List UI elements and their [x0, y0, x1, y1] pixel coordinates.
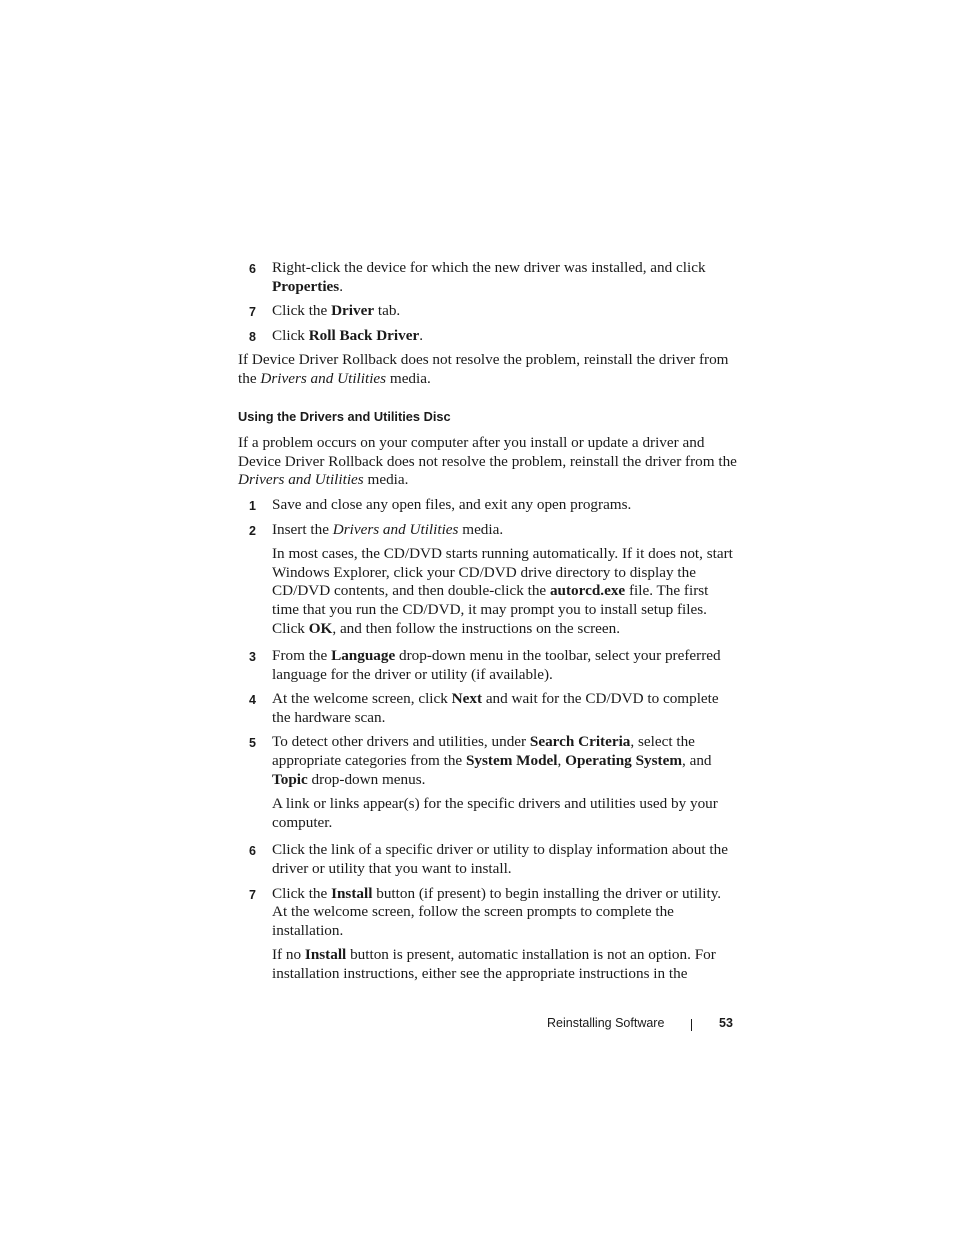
step-item — [238, 327, 738, 346]
bold-term: Install — [304, 946, 347, 964]
step-item — [238, 841, 738, 878]
text-run: button (if present) to begin installing the driver or utility. At the welcome screen, follow the screen prompts to complete the installation. — [272, 884, 722, 939]
bold-term: Properties — [272, 277, 340, 295]
step-item — [238, 690, 738, 727]
step-note — [238, 946, 738, 983]
text-run: . — [419, 326, 424, 344]
text-run: If a problem occurs on your computer after you install or update a driver and Device Driver Rollback does not resolve the problem, reinstall the driver from the — [238, 434, 737, 470]
step-item — [238, 521, 738, 540]
step-text — [272, 733, 712, 787]
steps-list — [238, 496, 738, 984]
bold-term: autorcd.exe — [549, 582, 626, 600]
text-run: In most cases, the CD/DVD starts running automatically. If it does not, start Windows Explorer, click your CD/DVD drive directory to display the CD/DVD contents, and then double-click the — [272, 545, 733, 600]
step-number: 8 — [249, 329, 256, 344]
text-run: At the welcome screen, click — [272, 690, 452, 708]
text-run: media. — [458, 520, 504, 538]
step-item — [238, 496, 738, 515]
bold-term: Next — [451, 690, 483, 708]
italic-term: Drivers and Utilities — [260, 369, 387, 387]
italic-term: Drivers and Utilities — [238, 471, 364, 489]
step-number: 6 — [249, 262, 256, 276]
step-number: 4 — [249, 693, 256, 708]
step-item — [238, 733, 738, 789]
step-text — [272, 302, 400, 319]
bold-term: Topic — [272, 770, 308, 788]
text-run: Click the — [272, 884, 332, 902]
text-run: file. The first time that you run the CD/DVD, it may prompt you to install setup files. Click — [272, 582, 709, 637]
text-run: To detect other drivers and utilities, under — [272, 733, 530, 751]
footer-divider — [691, 1019, 692, 1031]
step-number: 2 — [249, 523, 256, 538]
footer-section-title: Reinstalling Software — [547, 1016, 665, 1030]
text-run: . — [339, 277, 343, 295]
steps-list-top — [238, 259, 738, 345]
step-text — [272, 327, 423, 344]
bold-term: Search Criteria — [529, 733, 631, 751]
step-item — [238, 302, 738, 321]
text-run: Click the — [272, 302, 332, 320]
page-content — [238, 259, 738, 993]
text-run: button is present, automatic installation is not an option. For installation instructions, either see the appropriate instructions in the — [272, 946, 716, 982]
intro-paragraph — [238, 434, 738, 490]
text-run: drop-down menu in the toolbar, select your preferred language for the driver or utility (if available). — [272, 647, 721, 683]
bold-term: Operating System — [565, 752, 682, 770]
text-run: , and then follow the instructions on the screen. — [332, 619, 620, 637]
text-run: If no — [272, 946, 305, 964]
bold-term: Install — [331, 884, 373, 902]
step-number: 7 — [249, 305, 256, 320]
step-text — [272, 259, 706, 295]
rollback-paragraph — [238, 351, 738, 388]
step-text — [272, 885, 721, 939]
step-note — [238, 545, 738, 638]
step-number: 3 — [249, 650, 256, 665]
step-note — [238, 795, 738, 832]
bold-term: OK — [308, 619, 333, 637]
step-number: 5 — [249, 736, 256, 751]
text-run: , — [557, 752, 566, 770]
step-number: 6 — [249, 844, 256, 859]
step-item — [238, 259, 738, 296]
step-text — [272, 521, 503, 538]
text-run: Click the link of a specific driver or utility to display information about the driver or utility that you want to install. — [272, 841, 728, 878]
step-item — [238, 647, 738, 684]
bold-term: System Model — [465, 752, 558, 770]
step-text — [272, 496, 631, 513]
step-text — [272, 690, 719, 726]
bold-term: Driver — [331, 302, 375, 320]
step-text — [272, 841, 728, 877]
text-run: and wait for the CD/DVD to complete the hardware scan. — [272, 690, 719, 726]
text-run: drop-down menus. — [307, 770, 426, 788]
text-run: media. — [386, 369, 431, 387]
text-run: tab. — [374, 302, 401, 320]
bold-term: Language — [331, 647, 396, 665]
step-number: 1 — [249, 498, 256, 513]
text-run: If Device Driver Rollback does not resolve the problem, reinstall the driver from the — [238, 351, 729, 387]
page-number: 53 — [719, 1016, 733, 1030]
text-run: media. — [363, 471, 409, 489]
section-heading: Using the Drivers and Utilities Disc — [238, 408, 451, 424]
text-run: , and — [681, 752, 712, 770]
bold-term: Roll Back Driver — [308, 326, 420, 344]
step-item — [238, 885, 738, 941]
text-run: Insert the — [272, 520, 333, 538]
text-run: A link or links appear(s) for the specific drivers and utilities used by your computer. — [272, 795, 718, 831]
step-number: 7 — [249, 887, 256, 902]
step-text — [272, 647, 721, 683]
italic-term: Drivers and Utilities — [332, 520, 459, 538]
text-run: Right-click the device for which the new driver was installed, and click — [272, 259, 706, 276]
text-run: From the — [272, 647, 332, 665]
text-run: , select the appropriate categories from the — [272, 733, 695, 770]
text-run: Click — [272, 326, 309, 344]
text-run: Save and close any open files, and exit any open programs. — [272, 495, 632, 513]
